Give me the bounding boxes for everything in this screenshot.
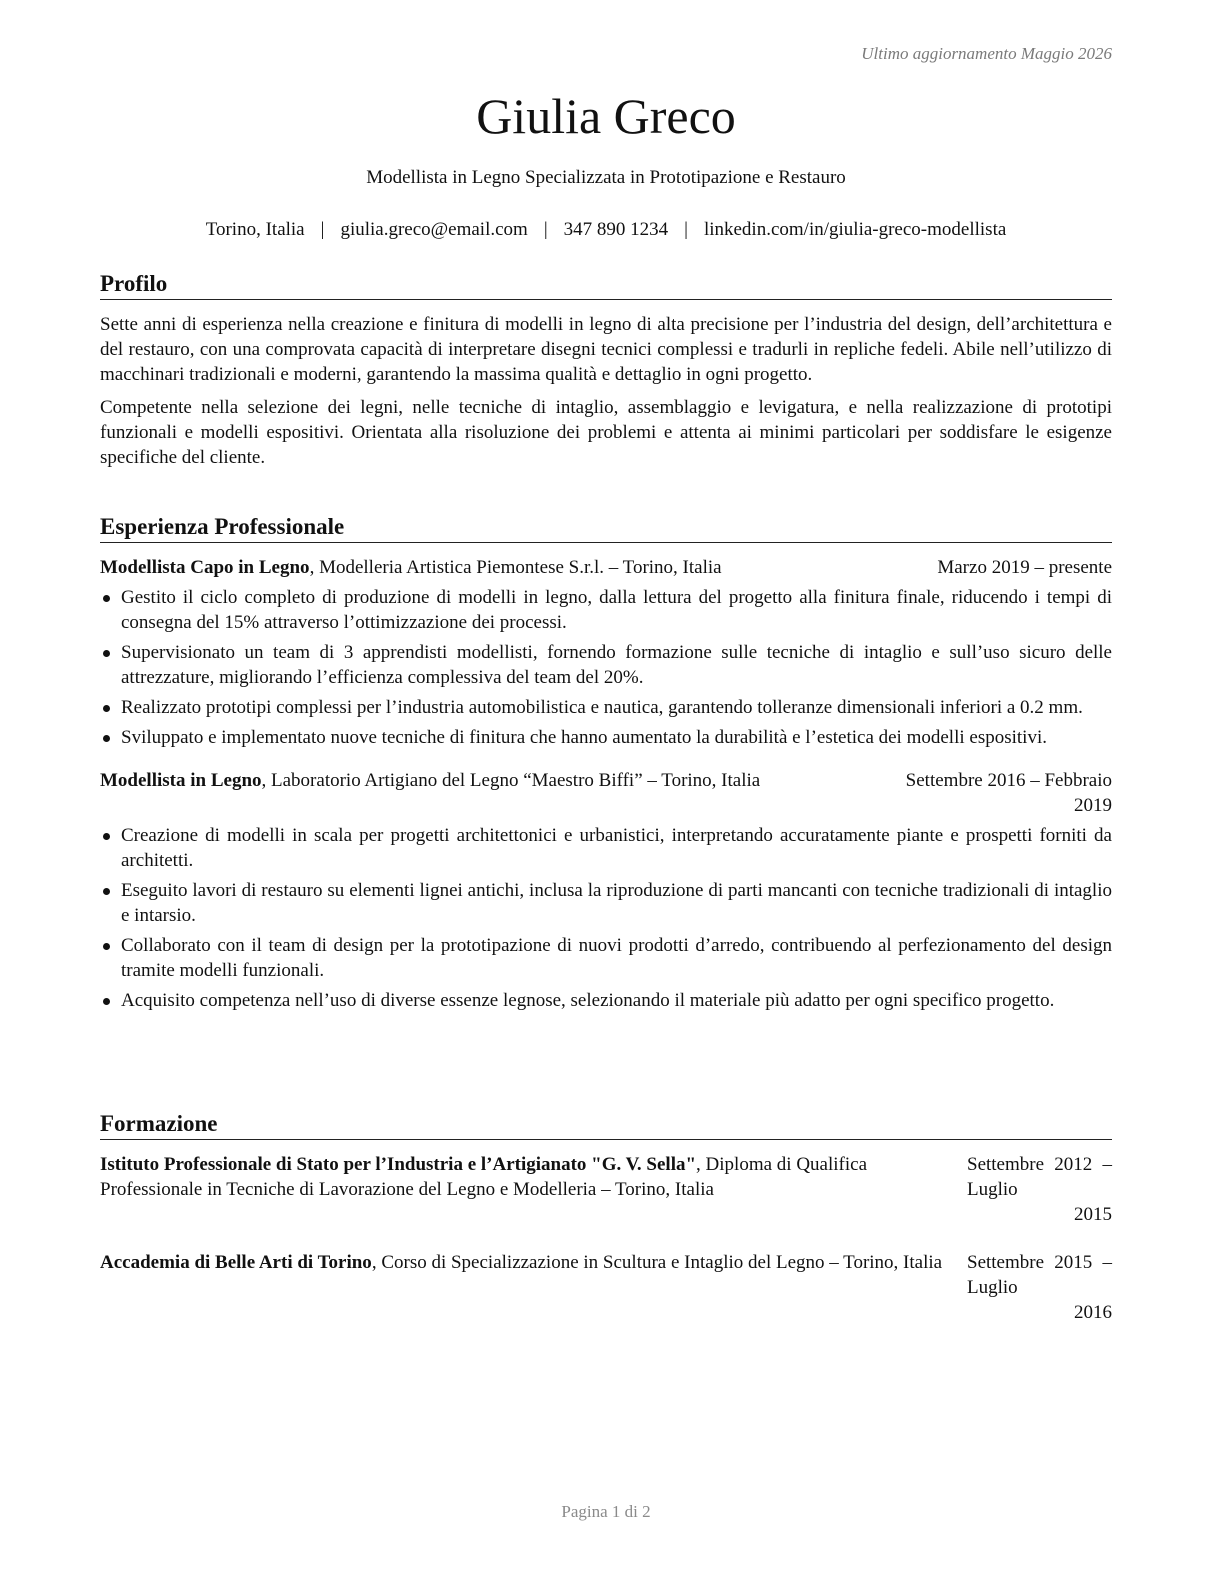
job-employer: , Modelleria Artistica Piemontese S.r.l. – Torino, Italia — [309, 557, 722, 578]
list-item: Creazione di modelli in scala per progetti architettonici e urbanistici, interpretando accuratamente piante e prospetti forniti da architetti. — [100, 823, 1112, 873]
list-item: Gestito il ciclo completo di produzione di modelli in legno, dalla lettura del progetto alla finitura finale, riducendo i tempi di consegna del 15% attraverso l’ottimizzazione dei processi. — [100, 585, 1112, 635]
profile-section — [100, 270, 1112, 478]
resume-page — [100, 0, 1112, 1584]
job-bullets — [100, 585, 1112, 750]
education-entry — [100, 1152, 1112, 1227]
last-updated: Ultimo aggiornamento Maggio 2026 — [861, 44, 1112, 63]
education-section — [100, 1110, 1112, 1325]
job-dates: Marzo 2019 – presente — [937, 557, 1112, 578]
job-employer: , Laboratorio Artigiano del Legno “Maestro Biffi” – Torino, Italia — [261, 770, 761, 791]
profile-paragraph: Competente nella selezione dei legni, nelle tecniche di intaglio, assemblaggio e levigatura, e nella realizzazione di prototipi funzionali e modelli espositivi. Orientata alla risoluzione dei problemi e attenta ai minimi particolari per soddisfare le esigenze specifiche del cliente. — [100, 397, 1112, 468]
list-item: Eseguito lavori di restauro su elementi lignei antichi, inclusa la riproduzione di parti mancanti con tecniche tradizionali di intaglio e intarsio. — [100, 878, 1112, 928]
education-description — [100, 1250, 967, 1275]
list-item: Supervisionato un team di 3 apprendisti modellisti, fornendo formazione sulle tecniche di intaglio e sull’uso sicuro delle attrezzature, migliorando l’efficienza complessiva del team del 20%. — [100, 640, 1112, 690]
education-dates-year: 2015 — [1074, 1204, 1112, 1225]
education-dates-line: Settembre 2015 – Luglio — [967, 1252, 1112, 1298]
job-role-line — [100, 555, 937, 580]
job-role-line — [100, 768, 872, 793]
list-item: Acquisito competenza nell’uso di diverse essenze legnose, selezionando il materiale più adatto per ogni specifico progetto. — [100, 988, 1112, 1013]
section-title-education: Formazione — [100, 1110, 1112, 1140]
contact-line — [100, 219, 1112, 241]
education-entry — [100, 1250, 1112, 1325]
section-title-profile: Profilo — [100, 270, 1112, 300]
job-entry — [100, 555, 1112, 750]
contact-phone[interactable]: 347 890 1234 — [563, 219, 669, 240]
education-detail: , Diploma di Qualifica Professionale in Tecniche di Lavorazione del Legno e Modelleria – Torino, Italia — [100, 1154, 868, 1200]
candidate-name: Giulia Greco — [476, 88, 736, 144]
contact-separator: | — [684, 219, 688, 240]
job-header — [100, 768, 1112, 818]
experience-section — [100, 513, 1112, 1018]
education-dates — [967, 1152, 1112, 1227]
profile-paragraph: Sette anni di esperienza nella creazione e finitura di modelli in legno di alta precisione per l’industria del design, dell’architettura e del restauro, con una comprovata capacità di interpretare disegni tecnici complessi e tradurli in repliche fedeli. Abile nell’utilizzo di macchinari tradizionali e moderni, garantendo la massima qualità e dettaglio in ogni progetto. — [100, 314, 1112, 385]
list-item: Realizzato prototipi complessi per l’industria automobilistica e nautica, garantendo tolleranze dimensionali inferiori a 0.2 mm. — [100, 695, 1112, 720]
job-bullets — [100, 823, 1112, 1013]
job-title: Modellista in Legno Specializzata in Prototipazione e Restauro — [366, 167, 846, 188]
education-detail: , Corso di Specializzazione in Scultura e Intaglio del Legno – Torino, Italia — [371, 1252, 943, 1273]
education-description — [100, 1152, 967, 1202]
education-school: Istituto Professionale di Stato per l’Industria e l’Artigianato "G. V. Sella" — [100, 1154, 697, 1175]
contact-location: Torino, Italia — [205, 219, 305, 240]
page-number: Pagina 1 di 2 — [561, 1502, 651, 1521]
list-item: Sviluppato e implementato nuove tecniche di finitura che hanno aumentato la durabilità e l’estetica dei modelli espositivi. — [100, 725, 1112, 750]
job-header — [100, 555, 1112, 580]
job-entry — [100, 768, 1112, 1013]
contact-email[interactable]: giulia.greco@email.com — [340, 219, 528, 240]
contact-linkedin[interactable]: linkedin.com/in/giulia-greco-modellista — [703, 219, 1007, 240]
contact-separator: | — [543, 219, 548, 240]
job-role: Modellista in Legno — [100, 770, 262, 791]
job-role: Modellista Capo in Legno — [100, 557, 310, 578]
education-dates — [967, 1250, 1112, 1325]
contact-separator: | — [320, 219, 325, 240]
job-dates: Settembre 2016 – Febbraio 2019 — [905, 770, 1112, 816]
education-school: Accademia di Belle Arti di Torino — [100, 1252, 372, 1273]
education-dates-line: Settembre 2012 – Luglio — [967, 1154, 1112, 1200]
education-dates-year: 2016 — [1074, 1302, 1112, 1323]
section-title-experience: Esperienza Professionale — [100, 513, 1112, 543]
list-item: Collaborato con il team di design per la prototipazione di nuovi prodotti d’arredo, contribuendo al perfezionamento del design tramite modelli funzionali. — [100, 933, 1112, 983]
